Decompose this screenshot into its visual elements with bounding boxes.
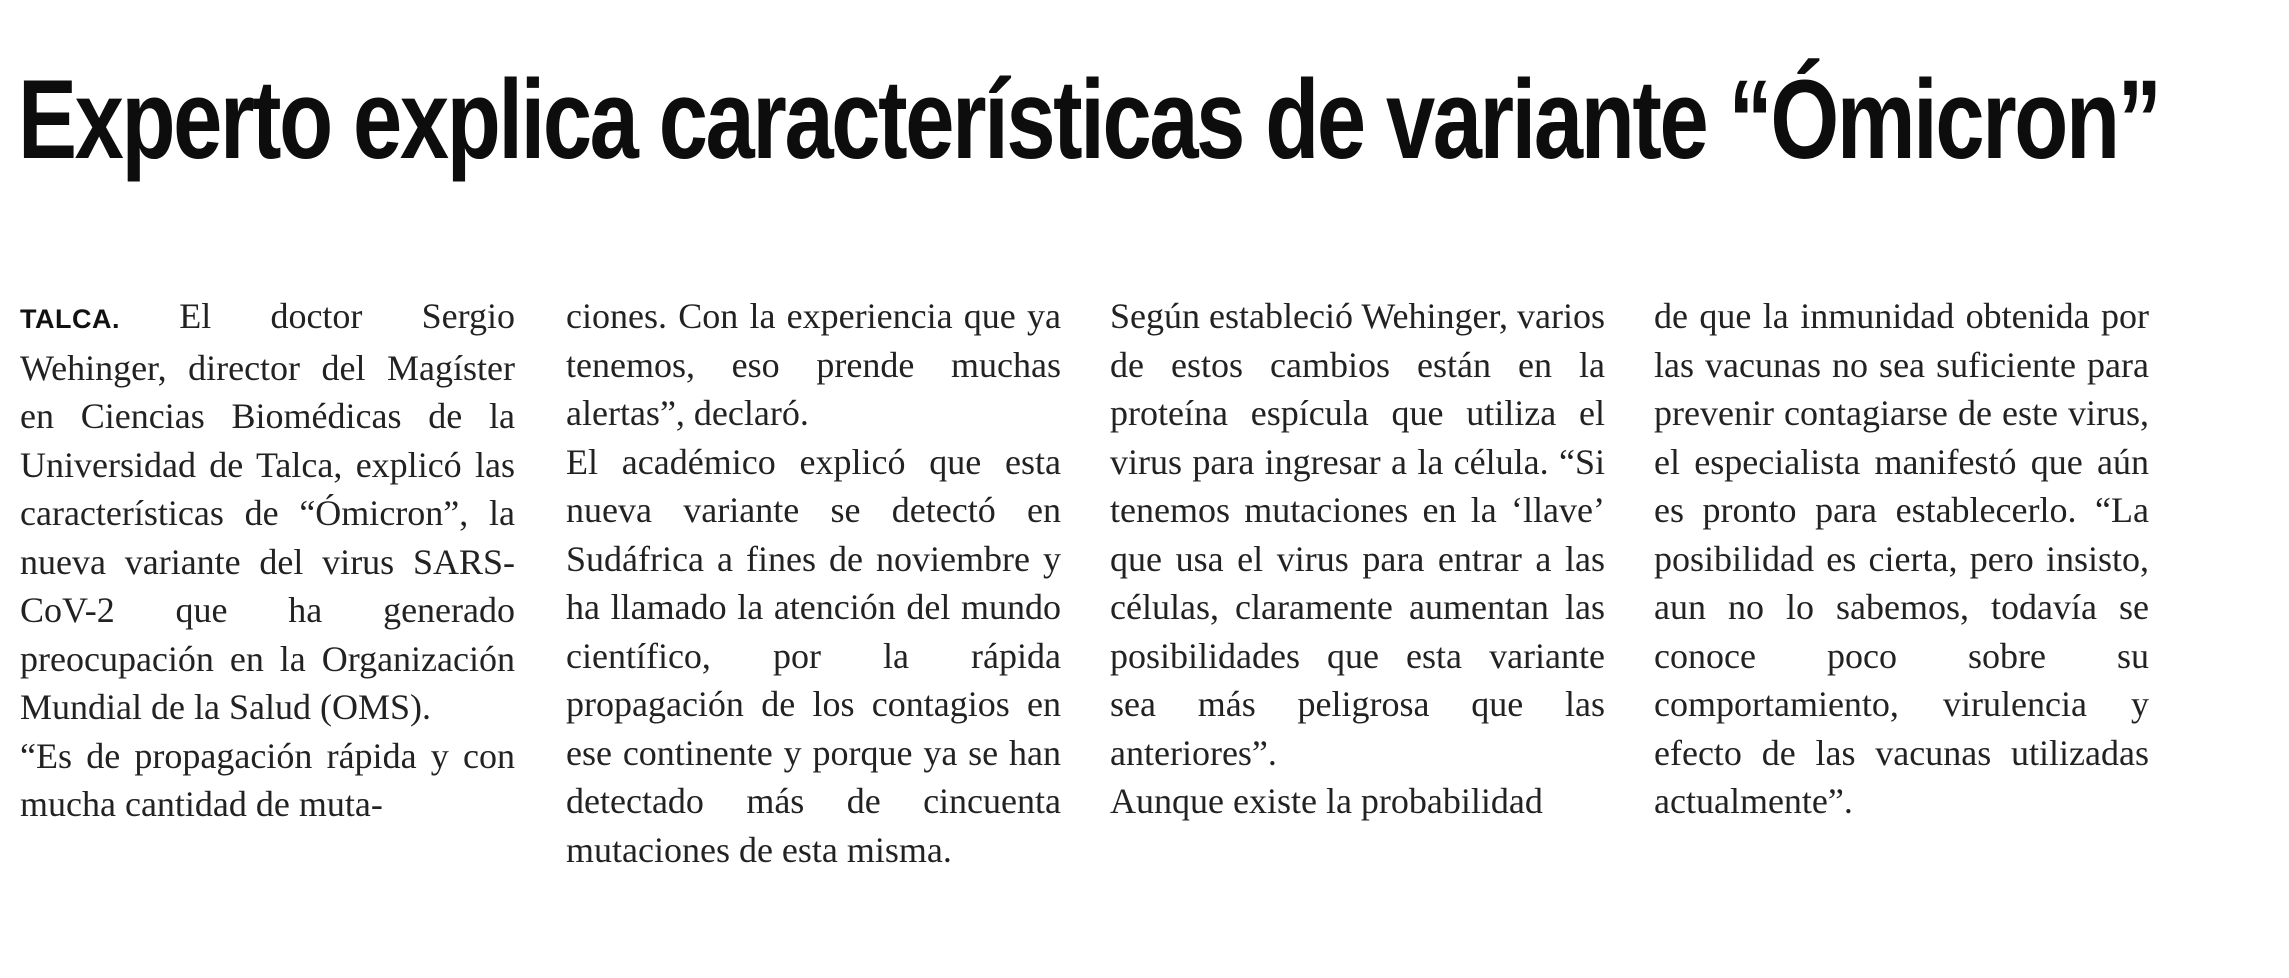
- dateline: TALCA.: [20, 304, 120, 334]
- article-column-4: [1654, 292, 2149, 826]
- paragraph: de que la inmunidad obtenida por las vacunas no sea suficiente para prevenir contagiarse de este virus, el especialista manifestó que aún es pronto para establecerlo. “La posibilidad es cierta, pero insisto, aun no lo sabemos, todavía se conoce poco sobre su comportamiento, virulencia y efecto de las vacunas utilizadas actualmente”.: [1654, 296, 2149, 821]
- paragraph: “Es de propagación rápida y con mucha cantidad de muta-: [20, 735, 515, 824]
- paragraph: Según estableció Wehinger, varios de estos cambios están en la proteína espícula que utiliza el virus para ingresar a la célula. “Si tenemos mutaciones en la ‘llave’ que usa el virus para entrar a las células, claramente aumentan las posibilidades que esta variante sea más peligrosa que las anteriores”.: [1110, 296, 1605, 773]
- headline: Experto explica características de variante “Ómicron”: [18, 57, 2160, 182]
- paragraph: Aunque existe la probabilidad: [1110, 781, 1543, 821]
- paragraph: ciones. Con la experiencia que ya tenemos, eso prende muchas alertas”, declaró.: [566, 296, 1061, 433]
- article-column-2: [566, 292, 1061, 874]
- article-column-3: [1110, 292, 1605, 826]
- article-column-1: [20, 292, 515, 829]
- paragraph: El académico explicó que esta nueva variante se detectó en Sudáfrica a fines de noviembre y ha llamado la atención del mundo científico, por la rápida propagación de los contagios en ese continente y porque ya se han detectado más de cincuenta mutaciones de esta misma.: [566, 441, 1061, 870]
- paragraph: [20, 292, 515, 732]
- paragraph-text: El doctor Sergio Wehinger, director del Magíster en Ciencias Biomédicas de la Universidad de Talca, explicó las características de “Ómicron”, la nueva variante del virus SARS-CoV-2 que ha generado preocupación en la Organización Mundial de la Salud (OMS).: [20, 296, 515, 727]
